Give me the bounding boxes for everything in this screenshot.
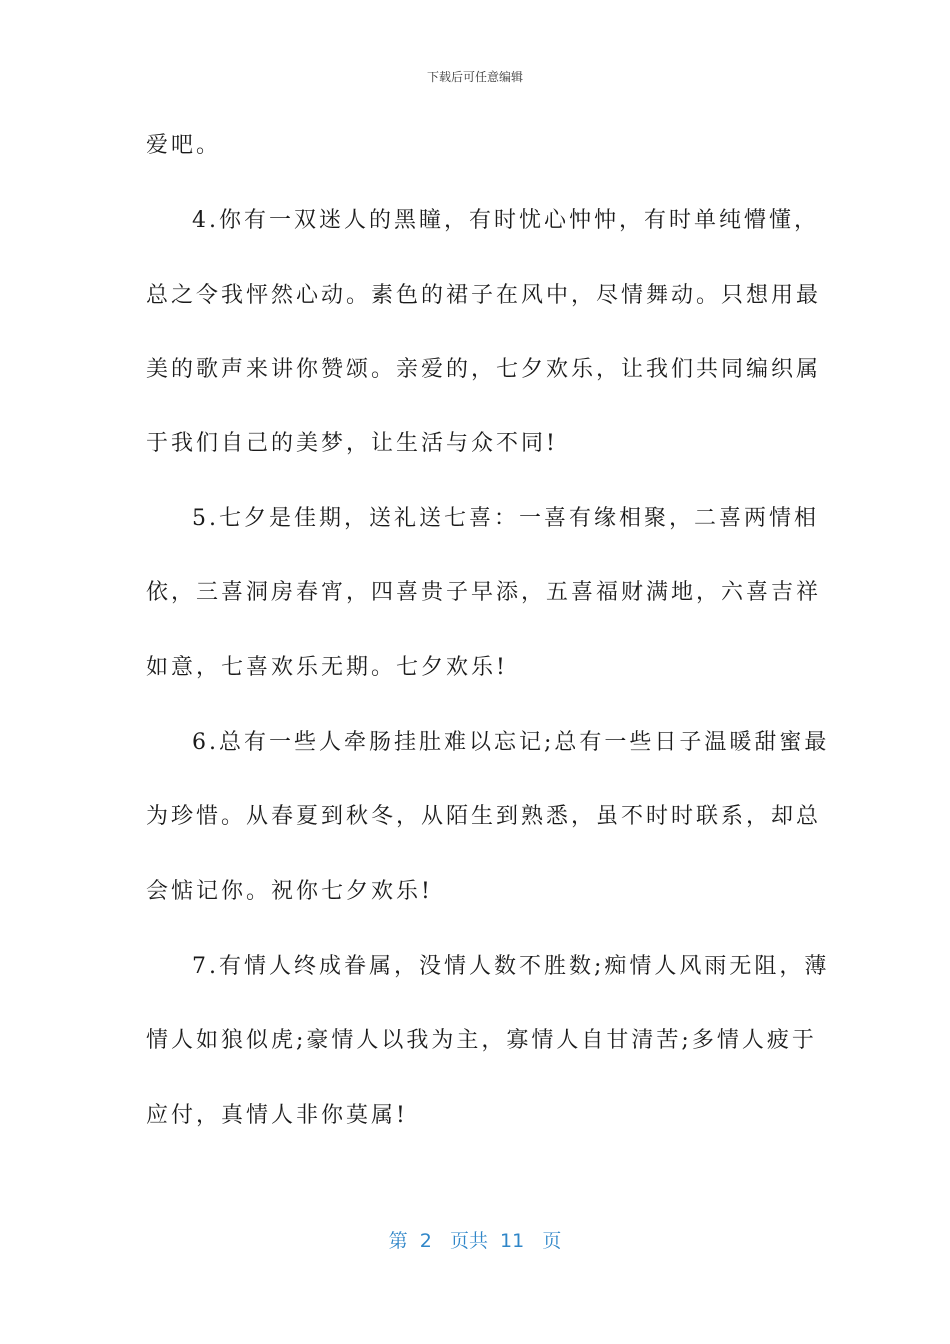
- text-line: 如意，七喜欢乐无期。七夕欢乐!: [146, 655, 508, 680]
- text-line: 美的歌声来讲你赞颂。亲爱的，七夕欢乐，让我们共同编织属: [146, 357, 822, 382]
- page-number-footer: 第 2 页共 11 页: [388, 1230, 562, 1252]
- text-line: 为珍惜。从春夏到秋冬，从陌生到熟悉，虽不时时联系，却总: [146, 804, 822, 829]
- text-line: 依，三喜洞房春宵，四喜贵子早添，五喜福财满地，六喜吉祥: [146, 580, 822, 605]
- text-line: 4.你有一双迷人的黑瞳，有时忧心忡忡，有时单纯懵懂，: [192, 208, 819, 233]
- text-line: 爱吧。: [146, 133, 222, 158]
- text-line: 于我们自己的美梦，让生活与众不同!: [146, 431, 558, 456]
- text-line: 会惦记你。祝你七夕欢乐!: [146, 879, 433, 904]
- page-header-note: 下载后可任意编辑: [426, 70, 523, 84]
- text-line: 6.总有一些人牵肠挂肚难以忘记;总有一些日子温暖甜蜜最: [192, 730, 830, 755]
- text-line: 应付，真情人非你莫属!: [146, 1103, 408, 1128]
- text-line: 总之令我怦然心动。素色的裙子在风中，尽情舞动。只想用最: [146, 283, 822, 308]
- text-line: 7.有情人终成眷属，没情人数不胜数;痴情人风雨无阻，薄: [192, 954, 830, 979]
- text-line: 5.七夕是佳期，送礼送七喜：一喜有缘相聚，二喜两情相: [192, 506, 819, 531]
- text-line: 情人如狼似虎;豪情人以我为主，寡情人自甘清苦;多情人疲于: [146, 1028, 817, 1053]
